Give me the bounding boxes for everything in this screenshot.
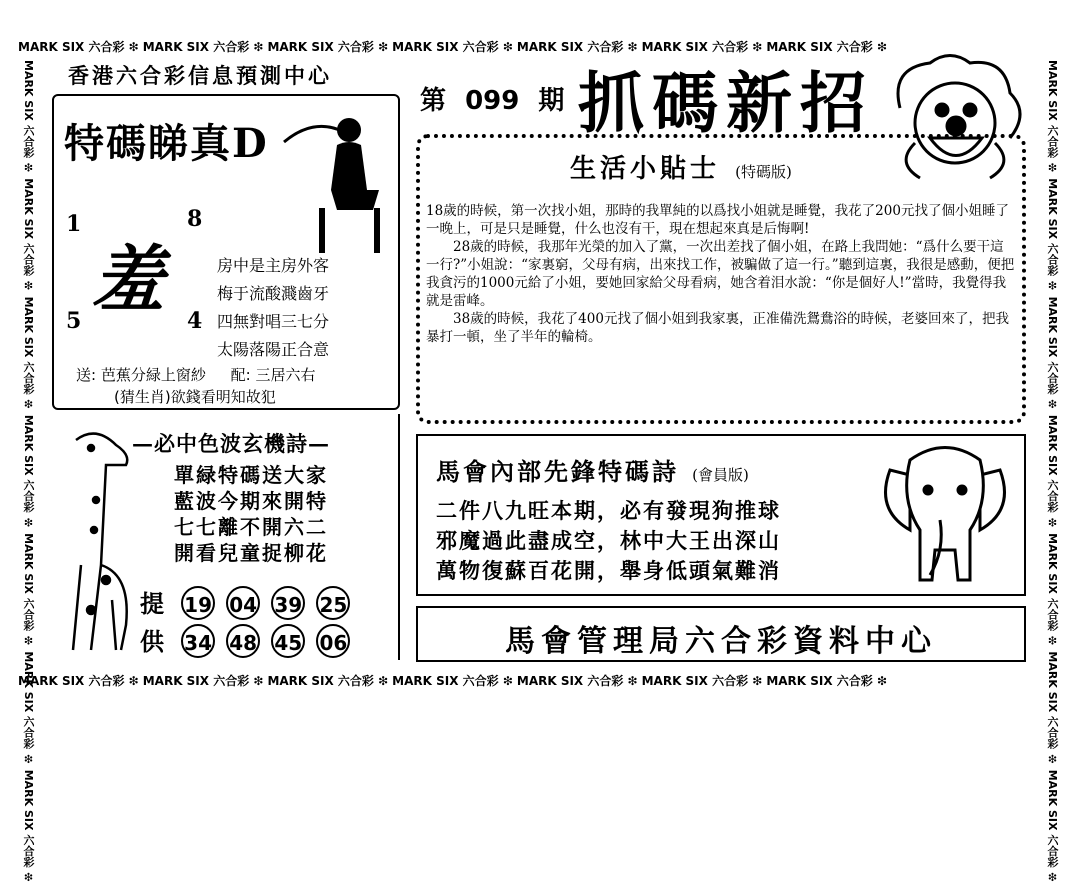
border-unit: MARK SIX 六合彩 ❇ xyxy=(392,39,513,54)
border-unit: MARK SIX 六合彩 ❇ xyxy=(18,673,139,688)
left-border xyxy=(14,60,36,884)
ti-label: 提 xyxy=(140,589,164,618)
verse-line: 四無對唱三七分 xyxy=(217,312,330,331)
issue-suffix: 期 xyxy=(538,86,565,116)
tips-panel xyxy=(416,134,1026,424)
border-unit: MARK SIX 六合彩 ❇ xyxy=(22,769,35,884)
horse-lines xyxy=(436,496,781,586)
poem-lines xyxy=(174,462,328,566)
border-unit: MARK SIX 六合彩 ❇ xyxy=(22,296,35,415)
pair-label: 配: xyxy=(230,366,251,384)
border-unit: MARK SIX 六合彩 ❇ xyxy=(766,673,888,688)
bottom-border xyxy=(18,670,1063,690)
border-unit: MARK SIX 六合彩 ❇ xyxy=(641,39,763,54)
border-unit: MARK SIX 六合彩 ❇ xyxy=(22,60,35,179)
right-border xyxy=(1038,60,1060,884)
poem-line: 單緑特碼送大家 xyxy=(174,463,328,487)
tips-title: 生活小貼士 xyxy=(570,154,721,184)
border-unit: MARK SIX 六合彩 ❇ xyxy=(22,651,35,770)
tema-panel xyxy=(52,94,400,410)
verse-line: 梅于流酸濺齒牙 xyxy=(217,284,330,303)
verse-line: 房中是主房外客 xyxy=(217,256,330,275)
border-unit: MARK SIX 六合彩 ❇ xyxy=(18,39,139,54)
gong-label: 供 xyxy=(140,627,164,656)
horse-title: 馬會內部先鋒特碼詩 xyxy=(436,457,679,486)
tips-header xyxy=(570,148,792,185)
border-unit: MARK SIX 六合彩 ❇ xyxy=(22,178,35,297)
number-ball: 45 xyxy=(271,624,305,658)
poem-line: 藍波今期來開特 xyxy=(174,489,328,513)
border-unit: MARK SIX 六合彩 ❇ xyxy=(1046,178,1059,297)
number-ball: 06 xyxy=(316,624,350,658)
story-paragraph: 38歲的時候，我花了400元找了個小姐到我家裏，正准備洗鴛鴦浴的時候，老婆回來了，把我暴打一頓，坐了半年的輪椅。 xyxy=(426,311,1009,345)
horse-header xyxy=(436,452,749,487)
send-line xyxy=(76,364,316,385)
main-title: 抓碼新招 xyxy=(578,64,874,142)
border-unit: MARK SIX 六合彩 ❇ xyxy=(1046,651,1059,770)
border-unit: MARK SIX 六合彩 ❇ xyxy=(516,673,638,688)
border-unit: MARK SIX 六合彩 ❇ xyxy=(142,673,264,688)
horse-line: 萬物復蘇百花開，舉身低頭氣難消 xyxy=(436,558,781,583)
num-5: 5 xyxy=(66,308,82,334)
border-unit: MARK SIX 六合彩 ❇ xyxy=(1046,60,1059,179)
number-ball: 48 xyxy=(226,624,260,658)
tips-subtitle: (特碼版) xyxy=(735,163,792,181)
border-unit: MARK SIX 六合彩 ❇ xyxy=(22,414,35,534)
number-ball: 25 xyxy=(316,586,350,620)
tips-story xyxy=(426,202,1016,346)
story-paragraph: 18歲的時候，第一次找小姐，那時的我單純的以爲找小姐就是睡覺，我花了200元找了個小姐睡了一晚上，可是只是睡覺，什么也沒有干，現在想起來真是后悔啊! xyxy=(426,203,1009,237)
number-ball: 04 xyxy=(226,586,260,620)
border-unit: MARK SIX 六合彩 ❇ xyxy=(22,533,35,652)
tema-title: 特碼睇真D xyxy=(64,120,269,167)
issue-prefix: 第 xyxy=(420,86,447,116)
gong-row xyxy=(140,622,356,658)
issue-value: 099 xyxy=(465,86,520,116)
horse-line: 邪魔過此盡成空，林中大王出深山 xyxy=(436,528,781,553)
num-8: 8 xyxy=(187,206,203,232)
border-unit: MARK SIX 六合彩 ❇ xyxy=(516,39,638,54)
guess-line: (猜生肖)欲錢看明知故犯 xyxy=(114,388,276,406)
poem-line: 開看兒童捉柳花 xyxy=(174,541,328,565)
verse-line: 太陽落陽正合意 xyxy=(217,340,330,359)
giraffe-illustration xyxy=(56,420,140,656)
border-unit: MARK SIX 六合彩 ❇ xyxy=(766,39,888,54)
poem-title: —必中色波玄機詩— xyxy=(132,431,330,456)
elephant-illustration xyxy=(870,430,1020,590)
num-4: 4 xyxy=(187,308,203,334)
footer-banner-text: 馬會管理局六合彩資料中心 xyxy=(505,624,937,659)
num-1: 1 xyxy=(66,211,82,237)
number-ball: 19 xyxy=(181,586,215,620)
send-label: 送: xyxy=(76,366,97,384)
border-unit: MARK SIX 六合彩 ❇ xyxy=(641,673,763,688)
border-unit: MARK SIX 六合彩 ❇ xyxy=(267,673,389,688)
border-unit: MARK SIX 六合彩 ❇ xyxy=(267,39,389,54)
number-ball: 39 xyxy=(271,586,305,620)
border-unit: MARK SIX 六合彩 ❇ xyxy=(1046,769,1059,884)
left-header-title: 香港六合彩信息預測中心 xyxy=(68,63,332,88)
ti-row xyxy=(140,584,356,620)
pair-text: 三居六右 xyxy=(255,366,316,384)
border-unit: MARK SIX 六合彩 ❇ xyxy=(142,39,264,54)
woman-illustration xyxy=(279,110,389,260)
border-unit: MARK SIX 六合彩 ❇ xyxy=(1046,296,1059,415)
story-paragraph: 28歲的時候，我那年光榮的加入了黨，一次出差找了個小姐，在路上我問她：“爲什么要干這一行?”小姐說：“家裏窮，父母有病，出來找工作，被騙做了這一行。”聽到這裏，我很是感動，便把我貪污的1000元給了小姐，要她回家給父母看病，她含着泪水說：“你是個好人!”當時，我覺得我就是雷峰。 xyxy=(426,239,1015,309)
horse-subtitle: (會員版) xyxy=(692,466,749,484)
horse-line: 二件八九旺本期，必有發現狗推球 xyxy=(436,498,781,523)
poem-panel xyxy=(52,414,400,660)
issue-number xyxy=(420,80,564,117)
tema-verses xyxy=(217,252,329,364)
send-text: 芭蕉分緑上窗紗 xyxy=(100,366,206,384)
footer-banner xyxy=(416,606,1026,662)
big-character: 羞 xyxy=(92,236,165,321)
border-unit: MARK SIX 六合彩 ❇ xyxy=(1046,533,1059,652)
border-unit: MARK SIX 六合彩 ❇ xyxy=(392,673,513,688)
number-ball: 34 xyxy=(181,624,215,658)
border-unit: MARK SIX 六合彩 ❇ xyxy=(1046,414,1059,534)
poem-line: 七七離不開六二 xyxy=(174,515,328,539)
